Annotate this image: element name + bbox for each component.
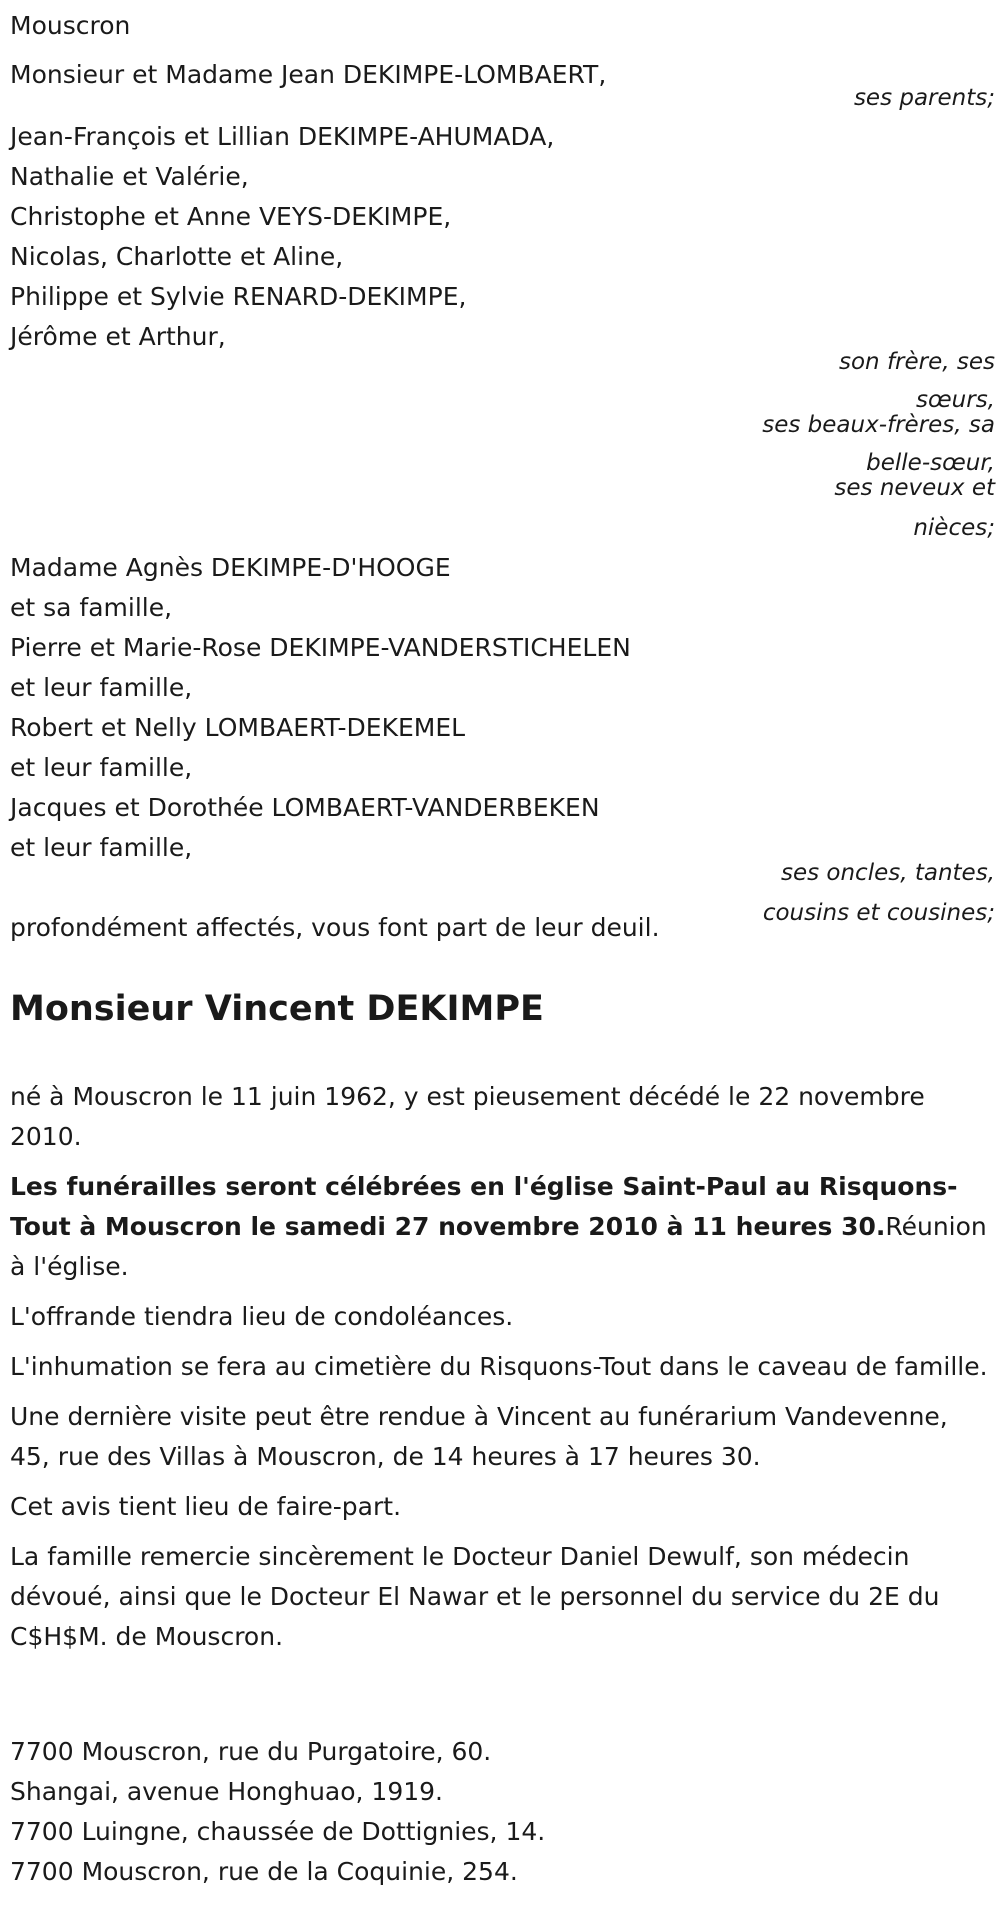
siblings-relation: belle-sœur, <box>866 450 995 476</box>
funeral-rest-text: Réunion à l'église. <box>10 1212 987 1281</box>
relative-line: et sa famille, <box>10 593 173 622</box>
relative-line: Pierre et Marie-Rose DEKIMPE-VANDERSTICHELEN <box>10 633 631 662</box>
sibling-line: Jérôme et Arthur, <box>10 322 226 351</box>
relative-line: Robert et Nelly LOMBAERT-DEKEMEL <box>10 713 466 742</box>
address-line: Shangai, avenue Honghuao, 1919. <box>10 1777 443 1806</box>
parents-relation: ses parents; <box>853 85 995 111</box>
addresses-block <box>10 1732 545 1892</box>
siblings-relation: ses beaux-frères, sa <box>762 412 995 438</box>
sibling-line: Nicolas, Charlotte et Aline, <box>10 242 344 271</box>
siblings-relation: son frère, ses <box>839 349 995 375</box>
sibling-line: Nathalie et Valérie, <box>10 162 249 191</box>
details-block <box>10 1077 990 1667</box>
city-heading: Mouscron <box>10 11 131 40</box>
siblings-relation: sœurs, <box>916 387 995 413</box>
deceased-name: Monsieur Vincent DEKIMPE <box>10 989 544 1029</box>
relative-line: et leur famille, <box>10 673 193 702</box>
visit-text: Une dernière visite peut être rendue à Vincent au funérarium Vandevenne, 45, rue des Villas à Mouscron, de 14 heures à 17 heures 30. <box>10 1402 948 1471</box>
sibling-line: Jean-François et Lillian DEKIMPE-AHUMADA, <box>10 122 555 151</box>
funeral-paragraph <box>10 1167 990 1287</box>
relative-line: et leur famille, <box>10 833 193 862</box>
burial-text: L'inhumation se fera au cimetière du Risquons-Tout dans le caveau de famille. <box>10 1352 988 1381</box>
siblings-relation: nièces; <box>913 515 995 541</box>
address-line: 7700 Luingne, chaussée de Dottignies, 14. <box>10 1817 546 1846</box>
birth-death-text: né à Mouscron le 11 juin 1962, y est pieusement décédé le 22 novembre 2010. <box>10 1082 925 1151</box>
address-line: 7700 Mouscron, rue de la Coquinie, 254. <box>10 1857 518 1886</box>
offering-text: L'offrande tiendra lieu de condoléances. <box>10 1302 514 1331</box>
parents-line: Monsieur et Madame Jean DEKIMPE-LOMBAERT, <box>10 60 607 89</box>
relatives-block <box>10 548 995 868</box>
relatives-relation: ses oncles, tantes, <box>780 860 995 886</box>
siblings-block <box>10 117 995 357</box>
siblings-relation: ses neveux et <box>834 475 995 501</box>
thanks-text: La famille remercie sincèrement le Docteur Daniel Dewulf, son médecin dévoué, ainsi que le Docteur El Nawar et le personnel du service du 2E du C$H$M. de Mouscron. <box>10 1542 940 1651</box>
relative-line: Madame Agnès DEKIMPE-D'HOOGE <box>10 553 451 582</box>
announcement: profondément affectés, vous font part de leur deuil. <box>10 913 660 942</box>
sibling-line: Philippe et Sylvie RENARD-DEKIMPE, <box>10 282 467 311</box>
notice-text: Cet avis tient lieu de faire-part. <box>10 1492 402 1521</box>
relatives-relation: cousins et cousines; <box>762 900 995 926</box>
address-line: 7700 Mouscron, rue du Purgatoire, 60. <box>10 1737 492 1766</box>
funeral-bold-text: Les funérailles seront célébrées en l'église Saint-Paul au Risquons-Tout à Mouscron le samedi 27 novembre 2010 à 11 heures 30. <box>10 1172 958 1241</box>
relative-line: Jacques et Dorothée LOMBAERT-VANDERBEKEN <box>10 793 600 822</box>
relative-line: et leur famille, <box>10 753 193 782</box>
sibling-line: Christophe et Anne VEYS-DEKIMPE, <box>10 202 452 231</box>
